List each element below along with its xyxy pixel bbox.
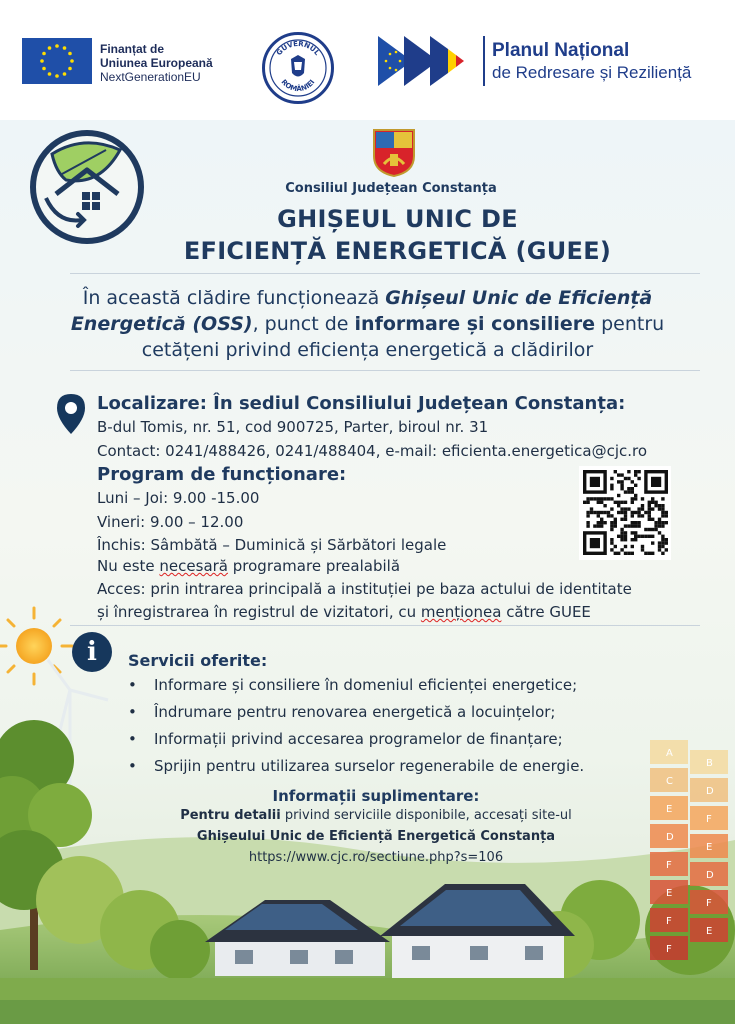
eu-star xyxy=(42,67,46,71)
qr-module xyxy=(610,507,613,510)
qr-module xyxy=(620,473,623,476)
qr-module xyxy=(614,545,617,548)
qr-module xyxy=(610,538,613,541)
qr-module xyxy=(617,473,620,476)
energy-bar-label: F xyxy=(706,898,712,909)
appt-squig: necesară xyxy=(159,557,228,575)
energy-bar-label: D xyxy=(666,832,674,843)
qr-module xyxy=(661,524,664,527)
qr-module xyxy=(631,531,634,534)
service-item xyxy=(128,730,563,748)
energy-bar-label: F xyxy=(666,916,672,927)
qr-module xyxy=(648,535,651,538)
qr-module xyxy=(600,497,603,500)
pnrr-title xyxy=(492,40,691,84)
qr-module xyxy=(631,521,634,524)
qr-module xyxy=(586,497,589,500)
qr-module xyxy=(597,521,600,524)
qr-module xyxy=(624,511,627,514)
qr-module xyxy=(627,487,630,490)
bullet-point: • xyxy=(128,676,137,694)
qr-module xyxy=(641,507,644,510)
intro-part-1: În această clădire funcționează xyxy=(82,287,386,309)
qr-module xyxy=(648,504,651,507)
qr-module xyxy=(637,524,640,527)
qr-module xyxy=(661,507,664,510)
service-item xyxy=(128,676,577,694)
qr-module xyxy=(641,535,644,538)
qr-module xyxy=(648,507,651,510)
qr-finder xyxy=(590,538,600,548)
qr-module xyxy=(634,511,637,514)
qr-module xyxy=(651,507,654,510)
services-header: Servicii oferite: xyxy=(128,651,268,670)
qr-module xyxy=(610,477,613,480)
qr-module xyxy=(620,538,623,541)
eu-star xyxy=(48,72,52,76)
qr-module xyxy=(634,470,637,473)
qr-module xyxy=(620,535,623,538)
qr-module xyxy=(620,531,623,534)
energy-bar-label: F xyxy=(706,814,712,825)
qr-module xyxy=(634,521,637,524)
eu-star xyxy=(42,52,46,56)
qr-module xyxy=(617,552,620,555)
qr-module xyxy=(641,497,644,500)
qr-module xyxy=(586,501,589,504)
access-post: către GUEE xyxy=(501,603,591,621)
qr-module xyxy=(624,531,627,534)
eu-line-2: Uniunea Europeană xyxy=(100,56,213,70)
eu-line-3: NextGenerationEU xyxy=(100,70,201,84)
qr-module xyxy=(620,507,623,510)
qr-module xyxy=(590,507,593,510)
energy-bar-label: E xyxy=(706,926,713,937)
qr-module xyxy=(617,535,620,538)
county-crest xyxy=(370,126,418,178)
eu-star xyxy=(68,67,72,71)
qr-module xyxy=(610,548,613,551)
qr-module xyxy=(658,548,661,551)
qr-module xyxy=(624,524,627,527)
qr-module xyxy=(648,501,651,504)
qr-module xyxy=(624,518,627,521)
energy-bar-label: F xyxy=(666,860,672,871)
eu-flag-icon xyxy=(22,38,92,84)
qr-module xyxy=(658,541,661,544)
qr-module xyxy=(651,497,654,500)
qr-module xyxy=(627,490,630,493)
page-title-line-1: GHIȘEUL UNIC DE xyxy=(277,205,518,233)
qr-module xyxy=(617,511,620,514)
qr-module xyxy=(634,497,637,500)
qr-module xyxy=(631,538,634,541)
qr-module xyxy=(661,535,664,538)
qr-module xyxy=(637,470,640,473)
qr-module xyxy=(661,497,664,500)
page-title-line-2: EFICIENȚĂ ENERGETICĂ (GUEE) xyxy=(183,237,612,265)
closed-days: Închis: Sâmbătă – Duminică și Sărbători legale xyxy=(97,536,447,554)
intro-oss-name: Ghișeul Unic de Eficiență Energetică (OSS) xyxy=(70,287,653,335)
qr-module xyxy=(648,511,651,514)
qr-module xyxy=(617,494,620,497)
qr-module xyxy=(610,497,613,500)
program-header: Program de funcționare: xyxy=(97,464,347,485)
qr-module xyxy=(590,511,593,514)
qr-module xyxy=(624,507,627,510)
energy-bar-label: F xyxy=(666,944,672,955)
more-info-line-1 xyxy=(0,808,735,823)
qr-module xyxy=(631,480,634,483)
qr-module xyxy=(597,497,600,500)
more-info-header: Informații suplimentare: xyxy=(272,787,480,805)
qr-module xyxy=(617,501,620,504)
qr-module xyxy=(654,521,657,524)
hours-mon-thu: Luni – Joi: 9.00 -15.00 xyxy=(97,489,260,507)
qr-module xyxy=(624,538,627,541)
eu-star xyxy=(68,52,72,56)
energy-bar-label: D xyxy=(706,786,714,797)
qr-module xyxy=(665,514,668,517)
qr-finder xyxy=(651,477,661,487)
pnrr-line-1: Planul Național xyxy=(492,40,630,61)
qr-module xyxy=(614,501,617,504)
qr-module xyxy=(661,521,664,524)
qr-module xyxy=(648,552,651,555)
map-pin-icon xyxy=(56,393,86,435)
service-text: Sprijin pentru utilizarea surselor regenerabile de energie. xyxy=(154,757,585,775)
qr-module xyxy=(637,514,640,517)
qr-module xyxy=(654,501,657,504)
svg-text:GUVERNUL: GUVERNUL xyxy=(274,39,322,58)
qr-module xyxy=(648,514,651,517)
divider-services xyxy=(70,625,700,626)
energy-bar-label: C xyxy=(666,776,673,787)
qr-module xyxy=(610,524,613,527)
intro-part-3: , punct de xyxy=(252,313,355,335)
sun-icon xyxy=(0,608,72,684)
qr-module xyxy=(603,511,606,514)
qr-module xyxy=(665,511,668,514)
qr-module xyxy=(637,477,640,480)
qr-module xyxy=(637,535,640,538)
qr-module xyxy=(627,524,630,527)
qr-module xyxy=(614,470,617,473)
qr-module xyxy=(637,521,640,524)
appt-pre: Nu este xyxy=(97,557,160,575)
qr-module xyxy=(610,521,613,524)
location-header: Localizare: În sediul Consiliului Județean Constanța: xyxy=(97,393,626,414)
qr-module xyxy=(644,535,647,538)
service-text: Informații privind accesarea programelor de finanțare; xyxy=(154,730,563,748)
qr-module xyxy=(641,548,644,551)
eu-star xyxy=(63,72,67,76)
qr-module xyxy=(597,514,600,517)
qr-module xyxy=(661,552,664,555)
qr-module xyxy=(631,545,634,548)
qr-module xyxy=(617,480,620,483)
romanian-government-seal xyxy=(262,32,334,104)
qr-module xyxy=(620,480,623,483)
contact-line: Contact: 0241/488426, 0241/488404, e-mail: eficienta.energetica@cjc.ro xyxy=(97,442,648,460)
qr-module xyxy=(620,528,623,531)
qr-module xyxy=(654,524,657,527)
qr-module xyxy=(597,501,600,504)
qr-module xyxy=(644,511,647,514)
qr-module xyxy=(593,524,596,527)
qr-module xyxy=(624,490,627,493)
intro-part-5: pentru cetățeni privind eficiența energetică a clădirilor xyxy=(141,313,665,361)
qr-module xyxy=(634,473,637,476)
qr-module xyxy=(651,552,654,555)
more-rest: privind serviciile disponibile, accesați site-ul xyxy=(280,808,572,823)
service-item xyxy=(128,757,584,775)
qr-module xyxy=(593,511,596,514)
access-line-2 xyxy=(97,603,591,621)
qr-module xyxy=(644,552,647,555)
qr-module xyxy=(590,497,593,500)
qr-module xyxy=(634,535,637,538)
eu-line-1: Finanțat de xyxy=(100,42,165,56)
qr-module xyxy=(658,531,661,534)
eu-star xyxy=(55,44,59,48)
qr-module xyxy=(607,497,610,500)
access-pre: și înregistrarea în registrul de vizitatori, cu xyxy=(97,603,421,621)
qr-module xyxy=(641,504,644,507)
qr-module xyxy=(627,470,630,473)
bullet-point: • xyxy=(128,703,137,721)
energy-bar-label: E xyxy=(666,804,673,815)
energy-bar-label: E xyxy=(706,842,713,853)
qr-module xyxy=(586,521,589,524)
qr-module xyxy=(658,545,661,548)
qr-module xyxy=(665,548,668,551)
qr-module xyxy=(631,490,634,493)
qr-module xyxy=(658,518,661,521)
eu-star xyxy=(70,59,74,63)
qr-module xyxy=(634,531,637,534)
bullet-point: • xyxy=(128,730,137,748)
eu-star xyxy=(63,46,67,50)
qr-module xyxy=(648,518,651,521)
qr-module xyxy=(627,552,630,555)
qr-module xyxy=(651,528,654,531)
qr-module xyxy=(624,535,627,538)
qr-module xyxy=(631,487,634,490)
qr-module xyxy=(644,528,647,531)
qr-module xyxy=(641,545,644,548)
qr-module xyxy=(617,504,620,507)
qr-module xyxy=(661,511,664,514)
website-link[interactable]: https://www.cjc.ro/sectiune.php?s=106 xyxy=(248,850,504,865)
qr-module xyxy=(661,541,664,544)
qr-module xyxy=(620,487,623,490)
service-item xyxy=(128,703,555,721)
qr-module xyxy=(603,504,606,507)
logo-band xyxy=(0,0,735,120)
appointment-note xyxy=(97,557,400,575)
qr-module xyxy=(631,511,634,514)
qr-module xyxy=(665,538,668,541)
qr-module xyxy=(610,514,613,517)
qr-module xyxy=(624,545,627,548)
qr-module xyxy=(658,504,661,507)
qr-module xyxy=(651,541,654,544)
access-line-1: Acces: prin intrarea principală a instituției pe baza actului de identitate xyxy=(97,580,632,598)
service-text: Îndrumare pentru renovarea energetică a locuințelor; xyxy=(154,703,556,721)
pnrr-line-2: de Redresare și Reziliență xyxy=(492,63,692,82)
qr-module xyxy=(600,521,603,524)
qr-module xyxy=(654,528,657,531)
qr-module xyxy=(661,504,664,507)
qr-module xyxy=(637,511,640,514)
qr-module xyxy=(614,518,617,521)
more-info-line-2: Ghișeului Unic de Eficiență Energetică Constanța xyxy=(196,829,556,844)
qr-module xyxy=(661,514,664,517)
energy-bar-label: E xyxy=(666,888,673,899)
qr-module xyxy=(610,487,613,490)
qr-module xyxy=(631,552,634,555)
qr-module xyxy=(600,501,603,504)
service-text: Informare și consiliere în domeniul eficienței energetice; xyxy=(154,676,578,694)
qr-module xyxy=(624,501,627,504)
divider-middle xyxy=(70,370,700,371)
qr-module xyxy=(607,514,610,517)
qr-module xyxy=(658,507,661,510)
qr-module xyxy=(641,514,644,517)
qr-module xyxy=(620,501,623,504)
qr-module xyxy=(634,484,637,487)
qr-module xyxy=(620,484,623,487)
qr-module xyxy=(600,518,603,521)
qr-module xyxy=(600,511,603,514)
qr-module xyxy=(603,521,606,524)
qr-module xyxy=(665,521,668,524)
pnrr-logo-icon xyxy=(378,32,478,90)
qr-module xyxy=(620,511,623,514)
qr-module xyxy=(593,497,596,500)
qr-module xyxy=(637,507,640,510)
appt-post: programare prealabilă xyxy=(228,557,401,575)
qr-module xyxy=(610,484,613,487)
qr-module xyxy=(648,528,651,531)
divider-top xyxy=(70,273,700,274)
qr-module xyxy=(610,541,613,544)
qr-module xyxy=(610,528,613,531)
address-line: B-dul Tomis, nr. 51, cod 900725, Parter, biroul nr. 31 xyxy=(97,418,489,436)
qr-module xyxy=(607,511,610,514)
svg-text:ROMÂNIEI: ROMÂNIEI xyxy=(279,78,317,94)
qr-module xyxy=(614,524,617,527)
qr-module xyxy=(634,494,637,497)
qr-module xyxy=(661,545,664,548)
bullet-point: • xyxy=(128,757,137,775)
qr-module xyxy=(624,514,627,517)
qr-module xyxy=(586,514,589,517)
energy-bar-label: D xyxy=(706,870,714,881)
info-icon: i xyxy=(72,632,112,672)
hours-fri: Vineri: 9.00 – 12.00 xyxy=(97,513,244,531)
access-squig: menționea xyxy=(420,603,502,621)
county-council-name: Consiliul Județean Constanța xyxy=(285,181,497,196)
qr-module xyxy=(603,497,606,500)
qr-finder xyxy=(590,477,600,487)
qr-module xyxy=(651,518,654,521)
qr-module xyxy=(661,538,664,541)
qr-module xyxy=(631,514,634,517)
qr-module xyxy=(634,538,637,541)
eu-star xyxy=(48,46,52,50)
eu-star xyxy=(55,74,59,78)
intro-paragraph xyxy=(40,285,695,363)
qr-module xyxy=(654,504,657,507)
qr-module xyxy=(651,501,654,504)
qr-module xyxy=(620,548,623,551)
more-bold: Pentru detalii xyxy=(180,808,281,823)
qr-module xyxy=(634,524,637,527)
qr-module xyxy=(597,524,600,527)
qr-module xyxy=(614,552,617,555)
qr-module xyxy=(631,501,634,504)
energy-bar-label: A xyxy=(666,748,673,759)
qr-module xyxy=(597,511,600,514)
qr-module xyxy=(583,501,586,504)
qr-module xyxy=(586,511,589,514)
eu-star xyxy=(40,59,44,63)
qr-module xyxy=(627,507,630,510)
qr-module xyxy=(586,524,589,527)
qr-module xyxy=(658,524,661,527)
qr-module xyxy=(631,524,634,527)
qr-module xyxy=(631,497,634,500)
pnrr-separator xyxy=(483,36,485,86)
qr-module xyxy=(651,535,654,538)
qr-module xyxy=(624,552,627,555)
qr-module xyxy=(658,521,661,524)
intro-highlight: informare și consiliere xyxy=(354,313,596,335)
qr-code xyxy=(579,466,671,560)
qr-module xyxy=(627,477,630,480)
qr-module xyxy=(614,521,617,524)
energy-bar-label: B xyxy=(706,758,713,769)
qr-module xyxy=(600,524,603,527)
eu-funding-text xyxy=(100,42,213,84)
qr-module xyxy=(665,541,668,544)
qr-module xyxy=(624,477,627,480)
qr-module xyxy=(620,518,623,521)
